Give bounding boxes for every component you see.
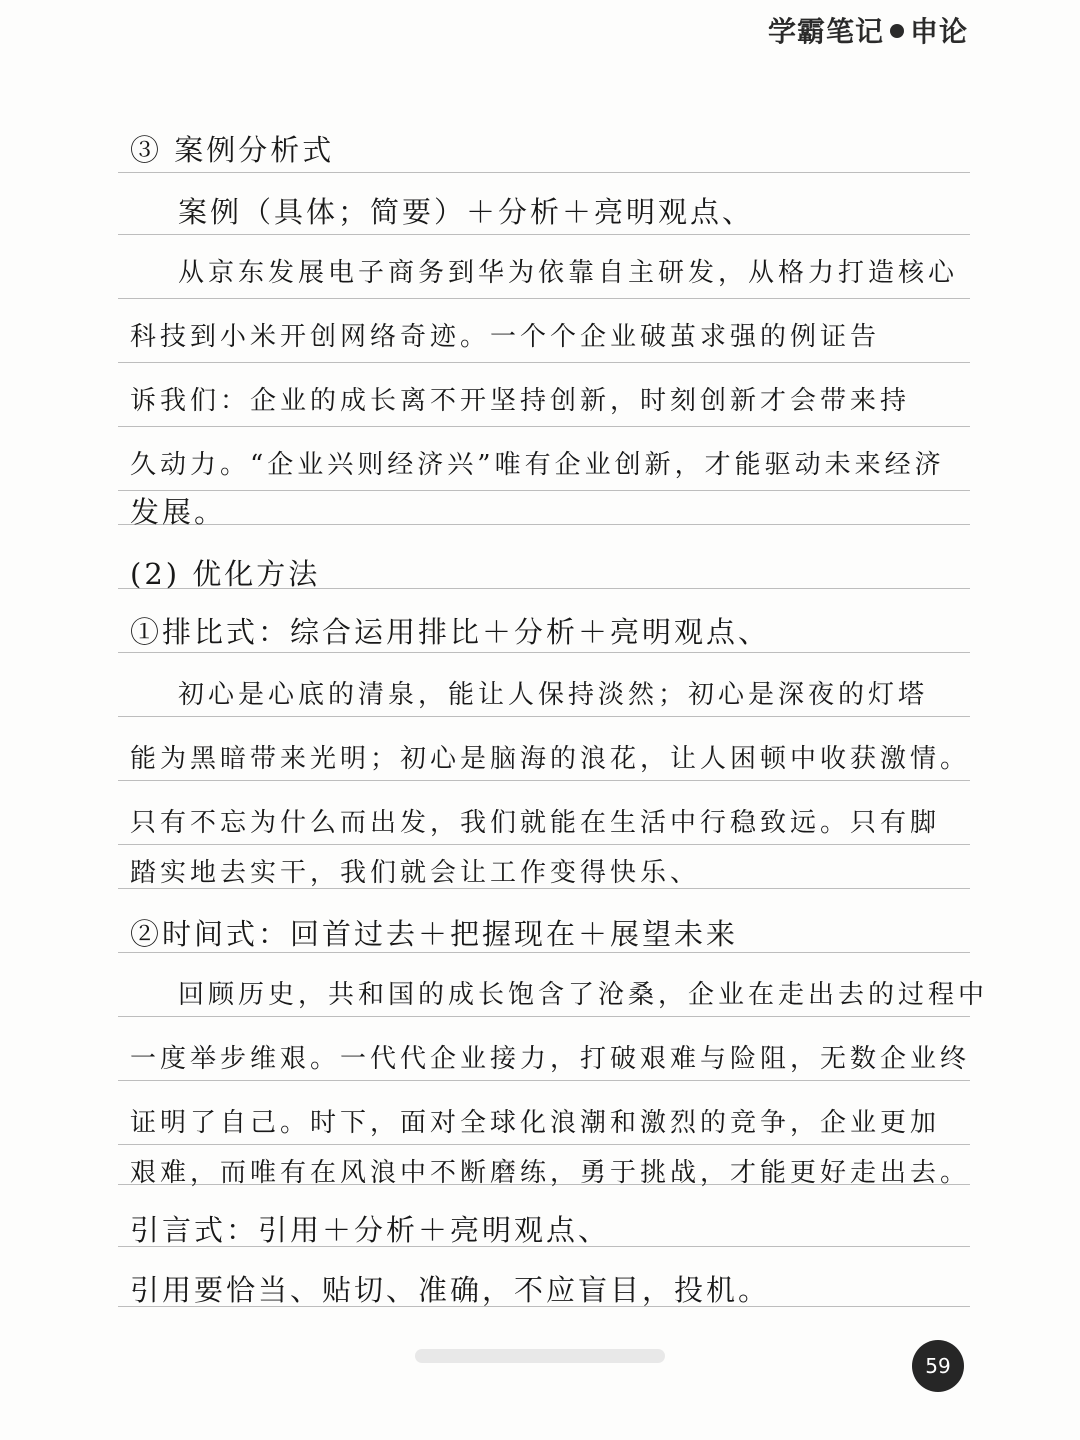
ruled-line	[118, 844, 970, 845]
page-number-badge: 59	[912, 1340, 964, 1392]
paragraph-line: 一度举步维艰。一代代企业接力，打破艰难与险阻，无数企业终	[130, 1044, 971, 1074]
heading-time-style: ②时间式：回首过去＋把握现在＋展望未来	[130, 917, 739, 951]
paragraph-line: 久动力。“企业兴则经济兴”唯有企业创新，才能驱动未来经济	[130, 450, 945, 480]
ruled-line	[118, 362, 970, 363]
heading-parallelism: ①排比式：综合运用排比＋分析＋亮明观点、	[130, 615, 771, 649]
page-header	[768, 10, 968, 50]
paragraph-line: 能为黑暗带来光明；初心是脑海的浪花，让人困顿中收获激情。	[130, 744, 971, 774]
paragraph-line: 发展。	[130, 495, 227, 529]
paragraph-line: 诉我们：企业的成长离不开坚持创新，时刻创新才会带来持	[130, 386, 911, 416]
ruled-line	[118, 172, 970, 173]
formula-case-analysis: 案例（具体；简要）＋分析＋亮明观点、	[178, 195, 755, 229]
ruled-line	[118, 716, 970, 717]
ruled-line	[118, 1080, 970, 1081]
paragraph-line: 踏实地去实干，我们就会让工作变得快乐、	[130, 858, 701, 888]
heading-quote-style: 引言式：引用＋分析＋亮明观点、	[130, 1213, 611, 1247]
footer-watermark	[415, 1349, 665, 1363]
heading-optimize-method: (2) 优化方法	[130, 557, 321, 591]
paragraph-line: 回顾历史，共和国的成长饱含了沧桑，企业在走出去的过程中	[178, 980, 989, 1010]
ruled-line	[118, 234, 970, 235]
paragraph-line: 证明了自己。时下，面对全球化浪潮和激烈的竞争，企业更加	[130, 1108, 941, 1138]
ruled-line	[118, 1016, 970, 1017]
header-title: 学霸笔记	[767, 15, 884, 48]
ruled-line	[118, 652, 970, 653]
paragraph-line: 只有不忘为什么而出发，我们就能在生活中行稳致远。只有脚	[130, 808, 941, 838]
ruled-line	[118, 426, 970, 427]
paragraph-line: 艰难，而唯有在风浪中不断磨练，勇于挑战，才能更好走出去。	[130, 1158, 971, 1188]
paragraph-line: 从京东发展电子商务到华为依靠自主研发，从格力打造核心	[178, 258, 959, 288]
ruled-line	[118, 780, 970, 781]
ruled-line	[118, 298, 970, 299]
header-subject: 申论	[909, 15, 968, 48]
paragraph-line: 科技到小米开创网络奇迹。一个个企业破茧求强的例证告	[130, 322, 881, 352]
paragraph-line: 初心是心底的清泉，能让人保持淡然；初心是深夜的灯塔	[178, 680, 929, 710]
header-dot-icon	[890, 24, 904, 38]
paragraph-line: 引用要恰当、贴切、准确，不应盲目，投机。	[130, 1273, 771, 1307]
ruled-line	[118, 1144, 970, 1145]
heading-case-analysis: ③ 案例分析式	[130, 133, 335, 167]
